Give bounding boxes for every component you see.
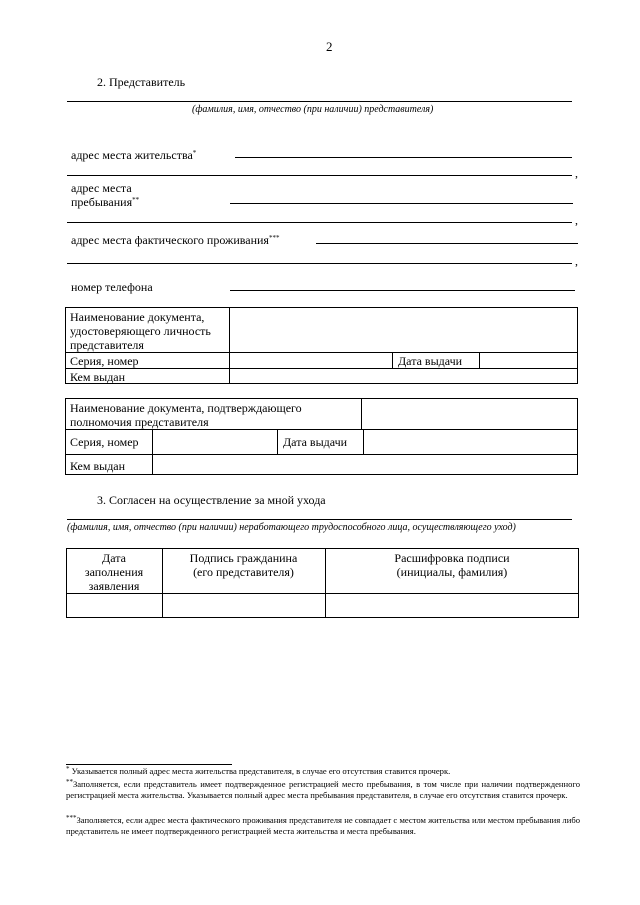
phone-label: номер телефона: [71, 280, 153, 294]
stay-address-label-1: адрес места: [71, 181, 132, 195]
identity-doc-date-label: Дата выдачи: [398, 354, 463, 368]
identity-doc-name-label-3: представителя: [70, 338, 144, 352]
section2-title: 2. Представитель: [97, 75, 186, 89]
footnote-2-text: Заполняется, если представитель имеет подтвержденное регистрацией место пребывания, в том числе при наличии подтвержденного регистрацией места жительства. Указывается полный адрес места пребывания представителя, в случае его отсутствия ставится прочерк.: [66, 779, 580, 800]
stay-address-field-2[interactable]: [67, 222, 572, 223]
actual-address-label: [71, 233, 279, 247]
actual-address-text: адрес места фактического проживания: [71, 233, 269, 247]
residence-footnote-mark: *: [192, 149, 197, 157]
footnote-1: [66, 766, 580, 777]
sign-col-decoding-header: [325, 551, 579, 579]
footnote-2-mark: **: [66, 778, 73, 786]
representative-fio-line: [67, 101, 572, 102]
authority-doc-series-label: Серия, номер: [70, 435, 139, 449]
sign-col-signature-line-1: Подпись гражданина: [189, 551, 298, 565]
sign-col-decoding-line-1: Расшифровка подписи: [394, 551, 510, 565]
residence-comma: ,: [575, 166, 578, 180]
actual-footnote-mark: ***: [268, 234, 280, 242]
page-number: 2: [326, 39, 333, 54]
sign-col-date-line-2: заполнения: [84, 565, 144, 579]
identity-doc-date-divider-1: [392, 352, 393, 368]
residence-address-label: [71, 148, 196, 162]
stay-footnote-mark: **: [132, 196, 140, 204]
sign-col-date-line-3: заявления: [88, 579, 140, 593]
phone-field[interactable]: [230, 290, 575, 291]
authority-doc-divider: [361, 398, 362, 429]
caregiver-fio-line[interactable]: [67, 519, 572, 520]
footnote-2: [66, 779, 580, 801]
footnote-separator: [66, 764, 232, 765]
sign-col-signature-line-2: (его представителя): [193, 565, 294, 579]
identity-doc-series-label: Серия, номер: [70, 354, 139, 368]
authority-doc-issuer-label: Кем выдан: [70, 459, 126, 473]
stay-comma: ,: [575, 213, 578, 227]
actual-comma: ,: [575, 254, 578, 268]
authority-doc-date-divider-1: [277, 429, 278, 454]
authority-doc-date-label: Дата выдачи: [283, 435, 348, 449]
sign-col-date-line-1: Дата: [102, 551, 126, 565]
sign-col-signature-header: [162, 551, 325, 579]
footnote-1-text: Указывается полный адрес места жительства представителя, в случае его отсутствия ставится прочерк.: [71, 766, 451, 776]
authority-doc-date-divider-2: [363, 429, 364, 454]
authority-doc-row-line-1: [65, 429, 578, 430]
actual-address-field-2[interactable]: [67, 263, 572, 264]
authority-doc-name-label-2: полномочия представителя: [70, 415, 209, 429]
stay-address-label-2: [71, 195, 139, 209]
stay-address-text: пребывания: [71, 195, 133, 209]
footnote-3: [66, 815, 580, 837]
sign-signature-cell[interactable]: [163, 594, 325, 617]
caregiver-fio-caption: (фамилия, имя, отчество (при наличии) неработающего трудоспособного лица, осуществляющего уход): [67, 522, 516, 533]
stay-address-field[interactable]: [230, 203, 573, 204]
identity-doc-row-line-2: [65, 368, 578, 369]
identity-doc-row-line-1: [65, 352, 578, 353]
sign-col-date-header: [66, 551, 162, 593]
footnote-3-text: Заполняется, если адрес места фактического проживания представителя не совпадает с местом жительства или местом пребывания либо представитель не имеет подтвержденного регистрацией места жительства и места пребывания.: [66, 815, 580, 836]
residence-address-field-2[interactable]: [67, 175, 572, 176]
representative-fio-caption: (фамилия, имя, отчество (при наличии) представителя): [192, 104, 434, 115]
sign-date-cell[interactable]: [67, 594, 162, 617]
footnote-1-mark: *: [66, 765, 70, 773]
section3-title: 3. Согласен на осуществление за мной ухода: [97, 493, 326, 507]
identity-doc-divider: [229, 307, 230, 384]
residence-address-text: адрес места жительства: [71, 148, 193, 162]
authority-doc-label-divider: [152, 429, 153, 475]
authority-doc-name-label-1: Наименование документа, подтверждающего: [70, 401, 302, 415]
identity-doc-issuer-label: Кем выдан: [70, 370, 126, 384]
sign-col-decoding-line-2: (инициалы, фамилия): [396, 565, 508, 579]
footnote-3-mark: ***: [66, 814, 77, 822]
identity-doc-name-label-1: Наименование документа,: [70, 310, 205, 324]
authority-doc-row-line-2: [65, 454, 578, 455]
identity-doc-date-divider-2: [479, 352, 480, 368]
sign-decoding-cell[interactable]: [326, 594, 578, 617]
residence-address-field[interactable]: [235, 157, 572, 158]
actual-address-field[interactable]: [316, 243, 578, 244]
identity-doc-name-label-2: удостоверяющего личность: [70, 324, 211, 338]
